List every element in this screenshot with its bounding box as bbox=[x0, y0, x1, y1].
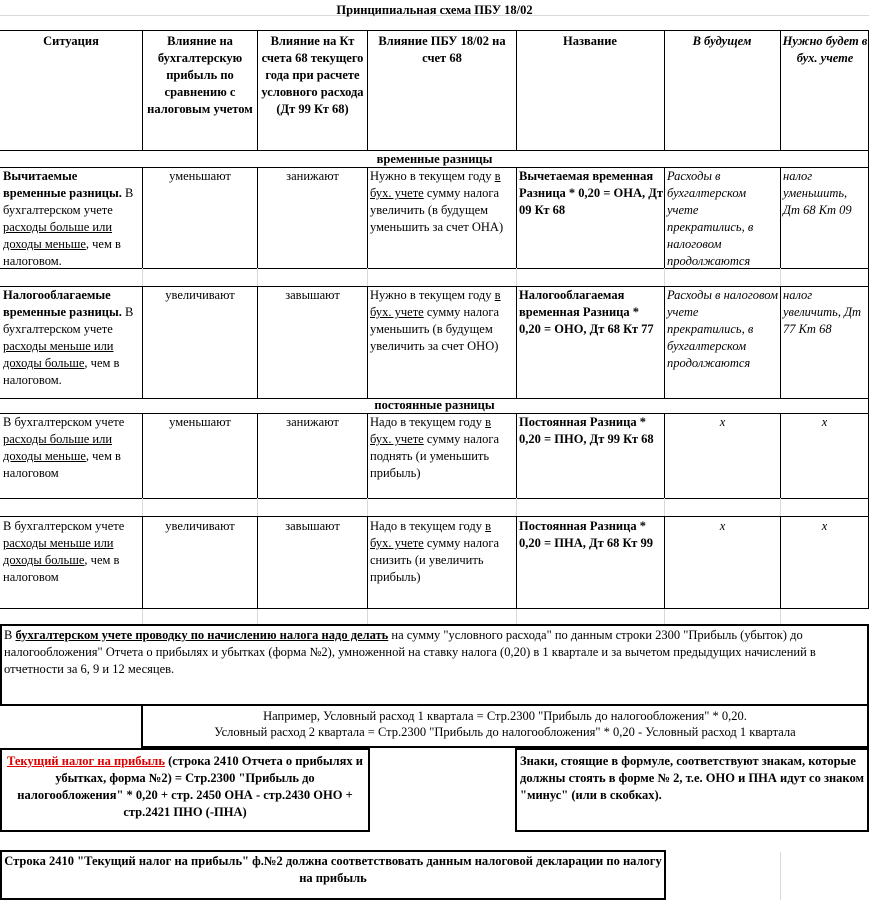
row-4-need: х bbox=[821, 519, 828, 533]
row-4-future: х bbox=[719, 519, 726, 533]
row-4-name: Постоянная Разница * 0,20 = ПНА, Дт 68 Кт 99 bbox=[519, 519, 653, 550]
footer-note: Строка 2410 "Текущий налог на прибыль" ф.№2 должна соответствовать данным налоговой декларации по налогу на прибыль bbox=[4, 854, 662, 885]
row-1-future: Расходы в бухгалтерском учете прекратились, в налоговом продолжаются bbox=[667, 169, 754, 268]
note-text-end: на сумму "условного расхода" по данным строки 2300 "Прибыль (убыток) до налогообложения" Отчета о прибылях и убытках (форма №2), умноженной на ставку налога (0,20) в 1 квартале и за вычетом предыдущих начислений в отчетности за 6, 9 и 12 месяцев. bbox=[4, 628, 816, 676]
situation-title: Налогооблагаемые временные разницы. bbox=[3, 288, 122, 319]
situation-text: В бухгалтерском учете bbox=[3, 415, 125, 429]
situation-text-end: , чем в налоговом bbox=[3, 449, 121, 480]
row-1-pbu bbox=[370, 168, 514, 236]
row-2-influence: увеличивают bbox=[165, 288, 235, 302]
formula-rest: (строка 2410 Отчета о прибылях и убытках, форма №2) = Стр.2300 "Прибыль до налогообложения" * 0,20 + стр. 2450 ОНА - стр.2430 ОНО + стр.2421 ПНО (-ПНА) bbox=[17, 754, 364, 819]
header-influence-pbu: Влияние ПБУ 18/02 на счет 68 bbox=[378, 34, 506, 65]
row-1-influence: уменьшают bbox=[169, 169, 231, 183]
row-2-need: налог увеличить, Дт 77 Кт 68 bbox=[783, 288, 862, 336]
row-2-name: Налогооблагаемая временная Разница * 0,20 = ОНО, Дт 68 Кт 77 bbox=[519, 288, 654, 336]
situation-underlined: расходы больше или доходы меньше bbox=[3, 432, 113, 463]
row-3-influence: уменьшают bbox=[169, 415, 231, 429]
header-influence-kt68: Влияние на Кт счета 68 текущего года при расчете условного расхода (Дт 99 Кт 68) bbox=[261, 34, 364, 116]
row-4-influence: увеличивают bbox=[165, 519, 235, 533]
pbu-text-end: сумму налога увеличить (в будущем уменьшить за счет ОНА) bbox=[370, 186, 504, 234]
row-4-pbu bbox=[370, 518, 514, 586]
situation-underlined: расходы больше или доходы меньше bbox=[3, 220, 113, 251]
page-title: Принципиальная схема ПБУ 18/02 bbox=[336, 3, 533, 17]
row-1-situation bbox=[3, 168, 141, 270]
example-line-2: Условный расход 2 квартала = Стр.2300 "Прибыль до налогообложения" * 0,20 - Условный расход 1 квартала bbox=[214, 725, 796, 739]
pbu-text-end: сумму налога снизить (и увеличить прибыль) bbox=[370, 536, 500, 584]
situation-text-end: , чем в налоговом. bbox=[3, 237, 121, 268]
pbu-underlined: в бух. учете bbox=[370, 415, 492, 446]
header-future: В будущем bbox=[692, 34, 752, 48]
situation-text: В бухгалтерском учете bbox=[3, 305, 134, 336]
row-1-name: Вычетаемая временная Разница * 0,20 = ОНА, Дт 09 Кт 68 bbox=[519, 169, 663, 217]
signs-note: Знаки, стоящие в формуле, соответствуют знакам, которые должны стоять в форме № 2, т.е. ОНО и ПНА идут со знаком "минус" (или в скобках). bbox=[520, 754, 865, 802]
row-3-need: х bbox=[821, 415, 828, 429]
row-1-kt68: занижают bbox=[286, 169, 339, 183]
header-need-future: Нужно будет в бух. учете bbox=[782, 34, 868, 65]
note-text-start: В bbox=[4, 628, 16, 642]
note-underlined: бухгалтерском учете проводку по начислению налога надо делать bbox=[15, 628, 389, 642]
row-4-situation bbox=[3, 518, 141, 586]
pbu-underlined: в бух. учете bbox=[370, 519, 492, 550]
formula-highlight: Текущий налог на прибыль bbox=[6, 754, 165, 768]
situation-underlined: расходы меньше или доходы больше bbox=[3, 536, 114, 567]
row-3-kt68: занижают bbox=[286, 415, 339, 429]
pbu-underlined: в бух. учете bbox=[370, 288, 501, 319]
section-permanent-differences: постоянные разницы bbox=[374, 398, 495, 412]
situation-title: Вычитаемые временные разницы. bbox=[3, 169, 122, 200]
row-2-situation bbox=[3, 287, 141, 389]
situation-text: В бухгалтерском учете bbox=[3, 186, 134, 217]
pbu-text-end: сумму налога уменьшить (в будущем увеличить за счет ОНО) bbox=[370, 305, 500, 353]
header-name: Название bbox=[563, 34, 617, 48]
row-2-kt68: завышают bbox=[285, 288, 340, 302]
row-4-kt68: завышают bbox=[285, 519, 340, 533]
row-2-future: Расходы в налоговом учете прекратились, в бухгалтерском продолжаются bbox=[667, 288, 779, 370]
pbu-text: Нужно в текущем году bbox=[370, 288, 495, 302]
situation-text-end: , чем в налоговом. bbox=[3, 356, 120, 387]
formula-text bbox=[4, 753, 366, 821]
situation-underlined: расходы меньше или доходы больше bbox=[3, 339, 114, 370]
situation-text: В бухгалтерском учете bbox=[3, 519, 125, 533]
pbu-underlined: в бух. учете bbox=[370, 169, 501, 200]
row-1-need: налог уменьшить, Дт 68 Кт 09 bbox=[783, 169, 852, 217]
pbu-text: Надо в текущем году bbox=[370, 415, 486, 429]
row-3-future: х bbox=[719, 415, 726, 429]
row-2-pbu bbox=[370, 287, 514, 355]
section-temporary-differences: временные разницы bbox=[376, 152, 493, 166]
situation-text-end: , чем в налоговом bbox=[3, 553, 120, 584]
example-line-1: Например, Условный расход 1 квартала = Стр.2300 "Прибыль до налогообложения" * 0,20. bbox=[263, 709, 747, 723]
pbu-text: Надо в текущем году bbox=[370, 519, 486, 533]
header-situation: Ситуация bbox=[43, 34, 99, 48]
note-accounting-text bbox=[4, 627, 864, 678]
header-influence-accounting: Влияние на бухгалтерскую прибыль по сравнению с налоговым учетом bbox=[147, 34, 253, 116]
row-3-name: Постоянная Разница * 0,20 = ПНО, Дт 99 Кт 68 bbox=[519, 415, 654, 446]
pbu-text: Нужно в текущем году bbox=[370, 169, 495, 183]
row-3-situation bbox=[3, 414, 141, 482]
pbu-text-end: сумму налога поднять (и уменьшить прибыль) bbox=[370, 432, 500, 480]
row-3-pbu bbox=[370, 414, 514, 482]
